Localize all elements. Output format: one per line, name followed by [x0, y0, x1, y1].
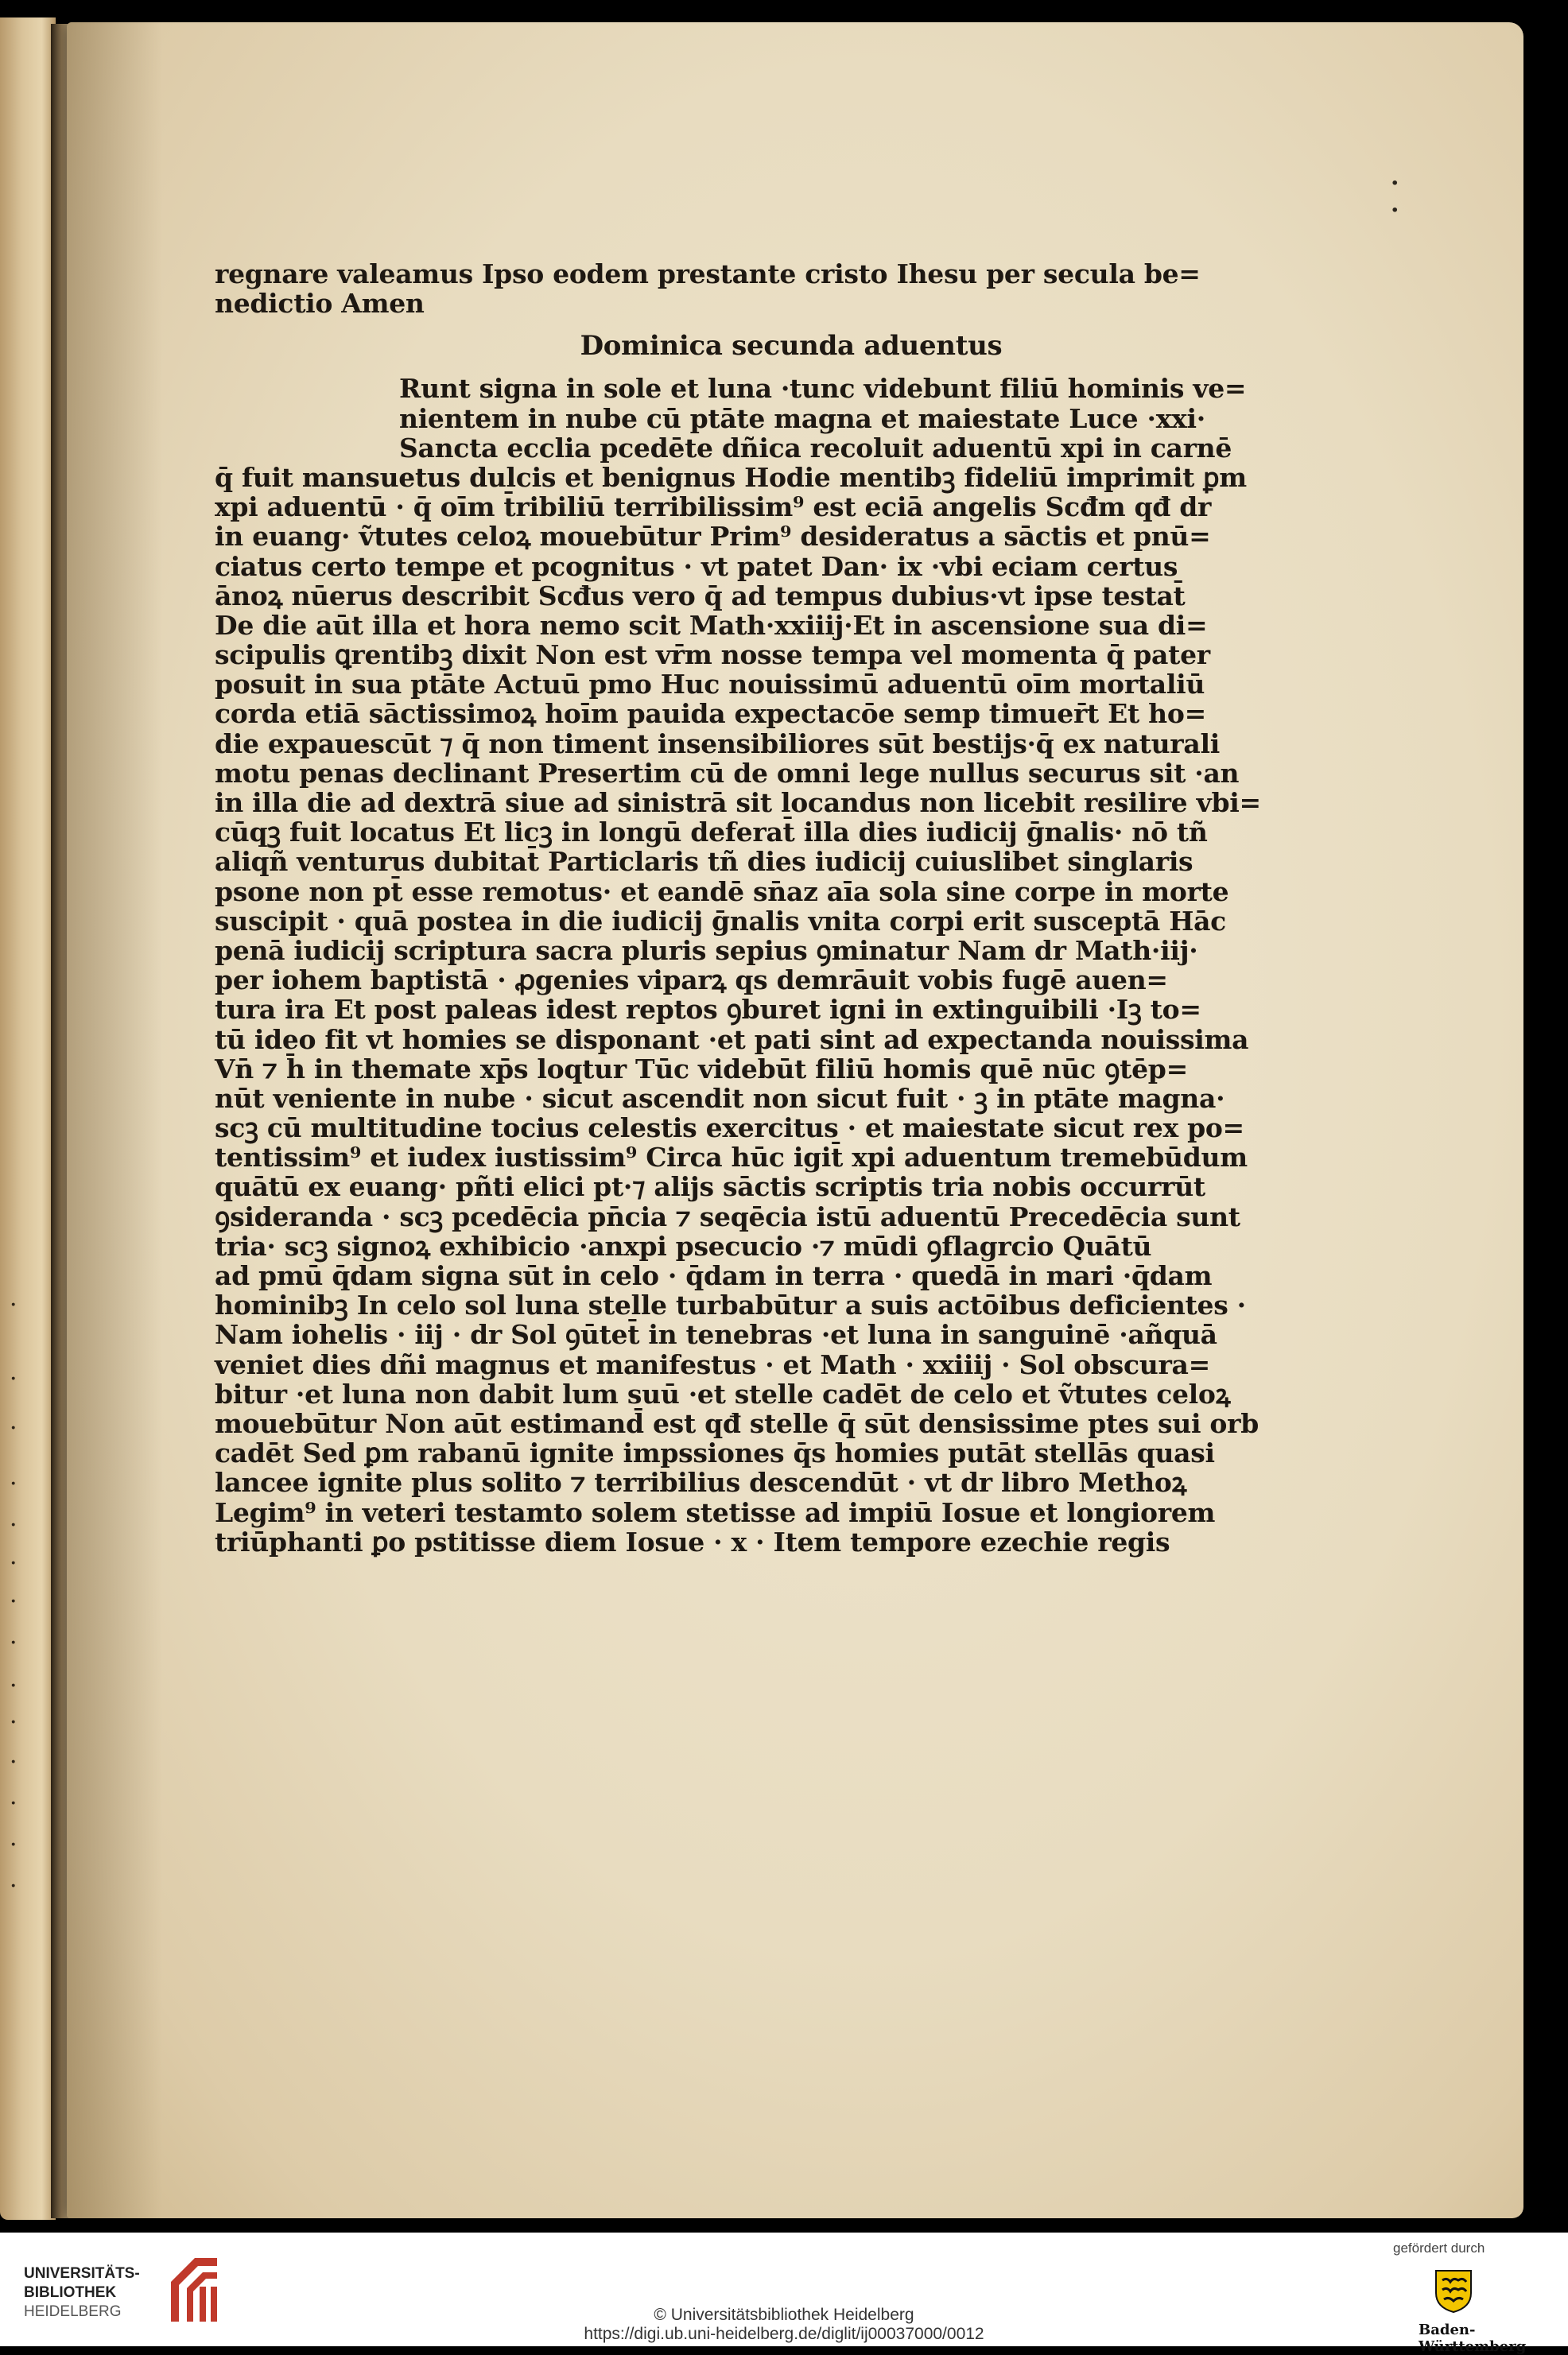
text-line: Nam iohelis · iij · dr Sol ꝯūtet̄ in tenebras ·et luna in sanguinē ·añquā [215, 1319, 1217, 1351]
edge-char: · [10, 1365, 17, 1393]
text-line: suscipit · quā postea in die iudicij ḡnalis vnita corpi erit susceptā Hāc [215, 905, 1226, 937]
marginal-mark: · [1391, 169, 1399, 197]
edge-char: · [10, 1831, 17, 1859]
text-line: penā iudicij scriptura sacra pluris sepius ꝯminatur Nam dr Math·iij· [215, 934, 1198, 966]
text-line: scipulis ꝗrentibꝫ dixit Non est vr̄m nosse tempa vel momenta q̄ pater [215, 639, 1210, 671]
edge-char: · [10, 1709, 17, 1736]
edge-char: · [10, 1291, 17, 1319]
edge-char: · [10, 1629, 17, 1657]
text-line: mouebūtur Non aūt estimand̄ est qđ stelle q̄ sūt densissime ptes sui orb [215, 1407, 1259, 1439]
edge-char: · [10, 1588, 17, 1616]
text-line: ciatus certo tempe et pcognitus · vt patet Dan· ix ·vbi eciam certus [215, 550, 1178, 582]
edge-char: · [10, 1748, 17, 1776]
text-line: triūphanti ꝑo pstitisse diem Iosue · x · Item tempore ezechie regis [215, 1526, 1170, 1558]
text-line: in illa die ad dextrā siue ad sinistrā sit locandus non licebit resilire vbi= [215, 787, 1261, 818]
text-line: die expauescūt ⁊ q̄ non timent insensibiliores sūt bestijs·q̄ ex naturali [215, 727, 1220, 759]
library-name-line: UNIVERSITÄTS- [24, 2265, 140, 2282]
text-line: tentissim⁹ et iudex iustissim⁹ Circa hūc igit̄ xpi aduentum tremebūdum [215, 1142, 1248, 1174]
section-heading: Dominica secunda aduentus [580, 330, 1003, 363]
manuscript-page [67, 22, 1523, 2218]
text-line: nientem in nube cū ptāte magna et maiestate Luce ·xxi· [399, 402, 1205, 434]
text-line: per iohem baptistā · ꝓgenies viparꝝ qs demrāuit vobis fugē auen= [215, 964, 1168, 996]
text-line: Runt signa in sole et luna ·tunc videbunt filiū hominis ve= [399, 373, 1247, 405]
edge-char: · [10, 1672, 17, 1700]
library-name-line: HEIDELBERG [24, 2303, 122, 2320]
library-name-line: BIBLIOTHEK [24, 2284, 117, 2301]
text-line: in euang· ṽtutes celoꝝ mouebūtur Prim⁹ desideratus a sāctis et pnū= [215, 521, 1211, 553]
text-line: motu penas declinant Presertim cū de omni lege nullus securus sit ·an [215, 757, 1240, 789]
left-facing-page-edge [0, 17, 56, 2220]
sponsor-label: gefördert durch [1393, 2241, 1485, 2256]
text-line: tria· scꝫ signoꝝ exhibicio ·anxpi psecucio ·⁊ mūdi ꝯflagrcio Quātū [215, 1230, 1152, 1262]
text-line: psone non pt̄ esse remotus· et eandē sn̄az aīa sola sine corpe in morte [215, 875, 1229, 907]
text-line: q̄ fuit mansuetus dulcis et benignus Hodie mentibꝫ fideliū imprimit ꝑm [215, 461, 1247, 493]
text-line: corda etiā sāctissimoꝝ hoīm pauida expectacōe semp timuer̄t Et ho= [215, 698, 1206, 730]
text-line: Vn̄ ⁊ h̄ in themate xp̄s loqtur Tūc videbūt filiū homis quē nūc ꝯtēp= [215, 1053, 1188, 1084]
text-line: xpi aduentū · q̄ oīm t̄ribiliū terribilissim⁹ est eciā angelis Scđm qđ dr [215, 491, 1212, 523]
edge-char: · [10, 1470, 17, 1498]
text-line: lancee ignite plus solito ⁊ terribilius descendūt · vt dr libro Methoꝝ [215, 1467, 1187, 1499]
text-line: scꝫ cū multitudine tocius celestis exercitus · et maiestate sicut rex po= [215, 1112, 1244, 1144]
text-line: nūt veniente in nube · sicut ascendit non sicut fuit · ꝫ in ptāte magna· [215, 1082, 1225, 1114]
text-line: Sancta ecclia pcedēte dñica recoluit aduentū xpi in carnē [399, 432, 1232, 464]
text-line: De die aūt illa et hora nemo scit Math·xxiiij·Et in ascensione sua di= [215, 609, 1208, 641]
edge-char: · [10, 1550, 17, 1577]
text-line: posuit in sua ptāte Actuū pmo Huc nouissimū aduentū oīm mortaliū [215, 669, 1205, 700]
text-line: Legim⁹ in veteri testamto solem stetisse ad impiū Iosue et longiorem [215, 1496, 1216, 1528]
page-text [215, 258, 1261, 1558]
marginal-mark: · [1391, 196, 1399, 224]
footer-bar [0, 2233, 1568, 2355]
edge-char: · [10, 1790, 17, 1818]
sponsor-name: Baden-Württemberg [1419, 2322, 1527, 2355]
marginal-marks [1391, 170, 1399, 224]
text-line: bitur ·et luna non dabit lum suū ·et stelle cadēt de celo et ṽtutes celoꝝ [215, 1378, 1231, 1410]
copyright-text: © Universitätsbibliothek Heidelberg [654, 2306, 914, 2324]
permalink-url[interactable]: https://digi.ub.uni-heidelberg.de/diglit/ij00037000/0012 [584, 2325, 984, 2343]
text-line: aliqñ venturus dubitat̄ Particlaris tñ dies iudicij cuiuslibet singlaris [215, 846, 1193, 878]
baden-wuerttemberg-coat-of-arms-icon[interactable] [1431, 2266, 1476, 2314]
text-line: regnare valeamus Ipso eodem prestante cristo Ihesu per secula be= [215, 258, 1201, 289]
text-line: cadēt Sed ꝑm rabanū ignite impssiones q̄s homies putāt stellās quasi [215, 1437, 1215, 1469]
text-line: veniet dies dñi magnus et manifestus · et Math · xxiiij · Sol obscura= [215, 1348, 1210, 1380]
text-line: ad pmū q̄dam signa sūt in celo · q̄dam in terra · quedā in mari ·q̄dam [215, 1260, 1213, 1291]
text-line: nedictio Amen [215, 288, 425, 320]
text-line: cūqꝫ fuit locatus Et licꝫ in longū deferat̄ illa dies iudicij ḡnalis· nō tñ [215, 817, 1208, 848]
page-curl-shadow [67, 22, 162, 2218]
edge-char: · [10, 1511, 17, 1539]
text-line: ꝯsideranda · scꝫ pcedēcia pn̄cia ⁊ seqēcia istū aduentū Precedēcia sunt [215, 1201, 1240, 1232]
text-line: tū ideo fit vt homies se disponant ·et pati sint ad expectanda nouissima [215, 1023, 1249, 1055]
text-line: tura ira Et post paleas idest reptos ꝯburet igni in extinguibili ·Iꝫ to= [215, 994, 1201, 1026]
copyright-block [0, 2306, 1568, 2344]
edge-char: · [10, 1414, 17, 1442]
text-line: quātū ex euang· pñti elici pt·⁊ alijs sāctis scriptis tria nobis occurrūt [215, 1171, 1205, 1203]
text-line: ānoꝝ nūerus describit Scđus vero q̄ ad tempus dubius·vt ipse testat̄ [215, 580, 1186, 611]
text-line: hominibꝫ In celo sol luna stelle turbabūtur a suis actōibus deficientes · [215, 1290, 1246, 1321]
edge-char: · [10, 1872, 17, 1900]
